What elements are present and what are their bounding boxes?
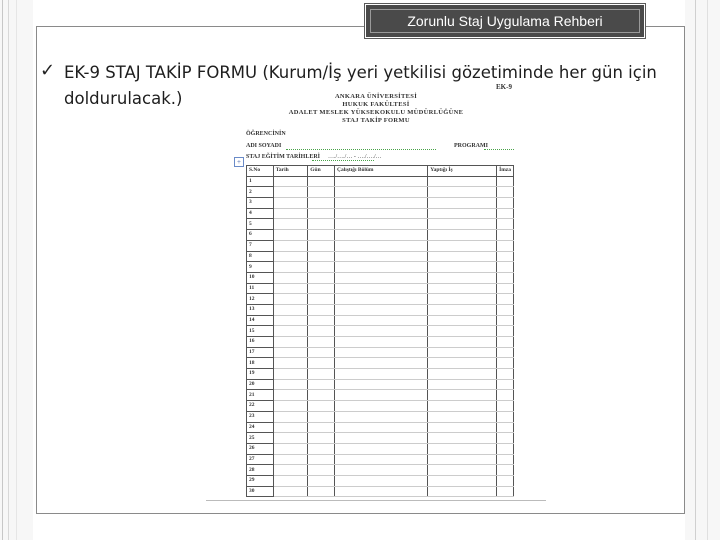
- table-row: [247, 294, 514, 305]
- table-row: [247, 454, 514, 465]
- table-cell: [308, 401, 335, 412]
- table-cell: [428, 294, 497, 305]
- table-cell: [497, 454, 514, 465]
- table-row: [247, 262, 514, 273]
- table-cell: [273, 390, 308, 401]
- bullet-text: EK-9 STAJ TAKİP FORMU (Kurum/İş yeri yetkilisi gözetiminde her gün için doldurulacak.): [64, 63, 657, 108]
- table-row: [247, 347, 514, 358]
- table-cell: [334, 176, 427, 187]
- table-cell: [273, 187, 308, 198]
- table-cell: [428, 433, 497, 444]
- university-title: ANKARA ÜNİVERSİTESİ: [334, 93, 418, 100]
- table-cell: [334, 433, 427, 444]
- table-row: [247, 187, 514, 198]
- table-cell: [428, 486, 497, 497]
- row-number: 5: [247, 219, 274, 230]
- table-cell: [428, 347, 497, 358]
- header-tab: [365, 4, 645, 38]
- table-cell: [497, 251, 514, 262]
- table-cell: [428, 187, 497, 198]
- table-row: [247, 304, 514, 315]
- table-cell: [497, 187, 514, 198]
- program-label: PROGRAMI: [454, 143, 488, 149]
- table-cell: [308, 272, 335, 283]
- table-cell: [273, 315, 308, 326]
- table-cell: [497, 272, 514, 283]
- table-cell: [497, 315, 514, 326]
- faculty-title: HUKUK FAKÜLTESİ: [342, 101, 410, 108]
- right-decorative-strip: [685, 0, 720, 540]
- table-cell: [497, 219, 514, 230]
- table-cell: [334, 208, 427, 219]
- table-cell: [497, 486, 514, 497]
- table-row: [247, 208, 514, 219]
- table-row: [247, 401, 514, 412]
- row-number: 6: [247, 230, 274, 241]
- table-row: [247, 358, 514, 369]
- table-cell: [308, 219, 335, 230]
- table-cell: [334, 262, 427, 273]
- date-value: …./…./… - …./…./…: [328, 154, 382, 160]
- table-row: [247, 219, 514, 230]
- table-cell: [428, 411, 497, 422]
- table-cell: [497, 262, 514, 273]
- table-row: [247, 465, 514, 476]
- table-cell: [497, 294, 514, 305]
- row-number: 22: [247, 401, 274, 412]
- table-row: [247, 240, 514, 251]
- table-cell: [334, 475, 427, 486]
- table-cell: [334, 465, 427, 476]
- table-cell: [308, 315, 335, 326]
- row-number: 11: [247, 283, 274, 294]
- row-number: 16: [247, 337, 274, 348]
- left-decorative-strip: [0, 0, 33, 540]
- table-row: [247, 433, 514, 444]
- table-cell: [497, 176, 514, 187]
- table-cell: [308, 358, 335, 369]
- table-cell: [428, 422, 497, 433]
- table-cell: [273, 176, 308, 187]
- row-number: 18: [247, 358, 274, 369]
- table-cell: [308, 454, 335, 465]
- table-cell: [273, 475, 308, 486]
- table-cell: [428, 262, 497, 273]
- table-cell: [334, 486, 427, 497]
- table-cell: [273, 272, 308, 283]
- row-number: 25: [247, 433, 274, 444]
- table-cell: [497, 283, 514, 294]
- table-cell: [497, 422, 514, 433]
- table-cell: [273, 433, 308, 444]
- table-cell: [334, 390, 427, 401]
- table-cell: [273, 347, 308, 358]
- table-cell: [308, 433, 335, 444]
- table-cell: [273, 326, 308, 337]
- table-cell: [308, 294, 335, 305]
- table-cell: [497, 465, 514, 476]
- table-row: [247, 369, 514, 380]
- table-cell: [497, 347, 514, 358]
- row-number: 28: [247, 465, 274, 476]
- table-cell: [273, 422, 308, 433]
- table-cell: [334, 304, 427, 315]
- row-number: 30: [247, 486, 274, 497]
- table-cell: [334, 443, 427, 454]
- table-cell: [497, 337, 514, 348]
- table-cell: [497, 475, 514, 486]
- checkmark-icon: ✓: [40, 60, 56, 81]
- table-cell: [428, 454, 497, 465]
- table-cell: [497, 443, 514, 454]
- table-cell: [308, 337, 335, 348]
- name-label: ADI SOYADI: [246, 143, 282, 149]
- table-cell: [308, 262, 335, 273]
- table-cell: [273, 443, 308, 454]
- form-code: EK-9: [496, 83, 512, 91]
- row-number: 8: [247, 251, 274, 262]
- table-cell: [308, 251, 335, 262]
- table-cell: [273, 294, 308, 305]
- row-number: 24: [247, 422, 274, 433]
- table-cell: [497, 390, 514, 401]
- table-row: [247, 486, 514, 497]
- table-cell: [273, 251, 308, 262]
- table-row: [247, 422, 514, 433]
- row-number: 1: [247, 176, 274, 187]
- table-cell: [428, 198, 497, 209]
- staj-table: [246, 165, 514, 497]
- table-cell: [308, 230, 335, 241]
- table-cell: [308, 283, 335, 294]
- date-underline: [312, 160, 374, 161]
- table-cell: [334, 219, 427, 230]
- table-cell: [273, 219, 308, 230]
- table-cell: [308, 198, 335, 209]
- table-cell: [334, 272, 427, 283]
- table-cell: [497, 433, 514, 444]
- table-cell: [497, 198, 514, 209]
- table-cell: [334, 198, 427, 209]
- table-cell: [497, 369, 514, 380]
- table-cell: [334, 283, 427, 294]
- header-title: Zorunlu Staj Uygulama Rehberi: [407, 13, 603, 29]
- table-cell: [273, 262, 308, 273]
- table-cell: [334, 379, 427, 390]
- col-bolum: Çalıştığı Bölüm: [334, 166, 427, 177]
- table-row: [247, 411, 514, 422]
- table-cell: [273, 230, 308, 241]
- table-cell: [497, 358, 514, 369]
- table-cell: [334, 337, 427, 348]
- table-cell: [497, 240, 514, 251]
- table-row: [247, 379, 514, 390]
- table-cell: [273, 369, 308, 380]
- table-cell: [308, 187, 335, 198]
- table-cell: [428, 326, 497, 337]
- date-label: STAJ EĞİTİM TARİHLERİ: [246, 154, 321, 160]
- table-cell: [308, 443, 335, 454]
- table-row: [247, 176, 514, 187]
- table-cell: [428, 304, 497, 315]
- table-cell: [428, 369, 497, 380]
- row-number: 26: [247, 443, 274, 454]
- table-cell: [497, 411, 514, 422]
- col-sno: S.No: [247, 166, 274, 177]
- table-row: [247, 337, 514, 348]
- table-cell: [334, 411, 427, 422]
- table-cell: [334, 454, 427, 465]
- table-cell: [273, 379, 308, 390]
- table-cell: [308, 176, 335, 187]
- table-cell: [428, 251, 497, 262]
- row-number: 7: [247, 240, 274, 251]
- table-cell: [334, 347, 427, 358]
- table-cell: [308, 347, 335, 358]
- table-cell: [308, 326, 335, 337]
- form-image: [206, 83, 546, 501]
- table-cell: [334, 315, 427, 326]
- table-cell: [273, 240, 308, 251]
- table-row: [247, 390, 514, 401]
- row-number: 23: [247, 411, 274, 422]
- table-cell: [497, 326, 514, 337]
- table-row: [247, 272, 514, 283]
- table-cell: [334, 240, 427, 251]
- row-number: 17: [247, 347, 274, 358]
- table-cell: [334, 422, 427, 433]
- table-cell: [497, 401, 514, 412]
- table-cell: [308, 411, 335, 422]
- table-cell: [273, 486, 308, 497]
- table-cell: [273, 454, 308, 465]
- form-title: STAJ TAKİP FORMU: [342, 117, 410, 124]
- row-number: 20: [247, 379, 274, 390]
- student-label: ÖĞRENCİNİN: [246, 131, 286, 137]
- table-cell: [334, 294, 427, 305]
- table-cell: [308, 390, 335, 401]
- table-row: [247, 198, 514, 209]
- table-cell: [428, 176, 497, 187]
- table-cell: [428, 401, 497, 412]
- table-cell: [428, 443, 497, 454]
- table-cell: [497, 230, 514, 241]
- row-number: 13: [247, 304, 274, 315]
- table-cell: [428, 283, 497, 294]
- table-cell: [308, 369, 335, 380]
- table-cell: [428, 219, 497, 230]
- table-cell: [273, 304, 308, 315]
- table-cell: [497, 379, 514, 390]
- row-number: 9: [247, 262, 274, 273]
- table-cell: [273, 198, 308, 209]
- table-cell: [428, 230, 497, 241]
- table-cell: [497, 304, 514, 315]
- table-cell: [273, 358, 308, 369]
- table-cell: [308, 465, 335, 476]
- table-cell: [273, 465, 308, 476]
- table-cell: [334, 230, 427, 241]
- row-number: 29: [247, 475, 274, 486]
- row-number: 21: [247, 390, 274, 401]
- table-cell: [308, 486, 335, 497]
- table-cell: [428, 337, 497, 348]
- row-number: 3: [247, 198, 274, 209]
- table-cell: [308, 208, 335, 219]
- table-cell: [308, 379, 335, 390]
- table-cell: [308, 422, 335, 433]
- program-underline: [484, 149, 514, 150]
- row-number: 19: [247, 369, 274, 380]
- table-row: [247, 443, 514, 454]
- doc-bottom-border: [206, 500, 546, 501]
- table-cell: [308, 304, 335, 315]
- table-cell: [273, 337, 308, 348]
- table-row: [247, 230, 514, 241]
- row-number: 14: [247, 315, 274, 326]
- table-row: [247, 475, 514, 486]
- table-cell: [273, 401, 308, 412]
- table-cell: [497, 208, 514, 219]
- table-cell: [308, 475, 335, 486]
- table-cell: [428, 390, 497, 401]
- table-cell: [428, 465, 497, 476]
- row-number: 2: [247, 187, 274, 198]
- table-cell: [334, 358, 427, 369]
- school-title: ADALET MESLEK YÜKSEKOKULU MÜDÜRLÜĞÜNE: [288, 109, 464, 116]
- table-cell: [273, 411, 308, 422]
- add-icon[interactable]: +: [234, 157, 244, 167]
- row-number: 12: [247, 294, 274, 305]
- table-cell: [334, 326, 427, 337]
- row-number: 15: [247, 326, 274, 337]
- table-row: [247, 326, 514, 337]
- table-cell: [428, 208, 497, 219]
- col-imza: İmza: [497, 166, 514, 177]
- table-cell: [428, 475, 497, 486]
- table-cell: [428, 240, 497, 251]
- table-row: [247, 283, 514, 294]
- table-cell: [428, 358, 497, 369]
- table-cell: [308, 240, 335, 251]
- col-is: Yaptığı İş: [428, 166, 497, 177]
- table-cell: [334, 369, 427, 380]
- table-cell: [428, 315, 497, 326]
- table-row: [247, 315, 514, 326]
- col-gun: Gün: [308, 166, 335, 177]
- col-tarih: Tarih: [273, 166, 308, 177]
- table-cell: [334, 251, 427, 262]
- row-number: 10: [247, 272, 274, 283]
- name-underline: [286, 149, 436, 150]
- table-cell: [334, 401, 427, 412]
- table-cell: [428, 272, 497, 283]
- table-cell: [273, 283, 308, 294]
- table-row: [247, 251, 514, 262]
- table-cell: [273, 208, 308, 219]
- table-cell: [428, 379, 497, 390]
- row-number: 27: [247, 454, 274, 465]
- table-cell: [334, 187, 427, 198]
- row-number: 4: [247, 208, 274, 219]
